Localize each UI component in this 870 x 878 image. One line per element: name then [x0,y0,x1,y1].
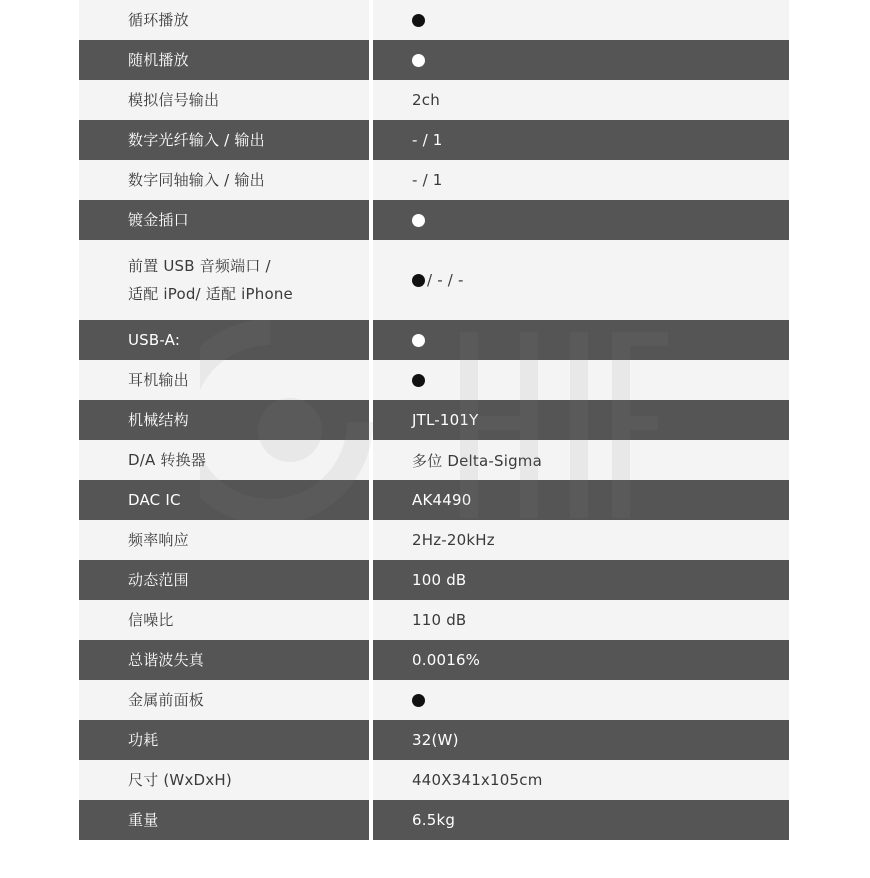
spec-value: 100 dB [373,560,789,600]
spec-value [373,0,789,40]
spec-value: JTL-101Y [373,400,789,440]
spec-value: 6.5kg [373,800,789,840]
spec-row [79,760,789,800]
spec-value: 32(W) [373,720,789,760]
spec-row [79,160,789,200]
spec-value: 110 dB [373,600,789,640]
spec-row [79,440,789,480]
spec-label: 模拟信号输出 [79,80,369,120]
spec-label: 镀金插口 [79,200,369,240]
spec-row [79,200,789,240]
spec-value: / - / - [373,240,789,320]
spec-label: 信噪比 [79,600,369,640]
spec-label: 总谐波失真 [79,640,369,680]
spec-row [79,600,789,640]
spec-row [79,120,789,160]
bullet-dot-icon [412,14,425,27]
spec-label: 随机播放 [79,40,369,80]
spec-row [79,40,789,80]
bullet-dot-icon [412,274,425,287]
spec-label: D/A 转换器 [79,440,369,480]
spec-value: 0.0016% [373,640,789,680]
spec-label: 循环播放 [79,0,369,40]
bullet-dot-icon [412,334,425,347]
spec-label: 数字同轴输入 / 输出 [79,160,369,200]
spec-value [373,200,789,240]
spec-label: 机械结构 [79,400,369,440]
bullet-dot-icon [412,214,425,227]
spec-value: - / 1 [373,120,789,160]
spec-row [79,240,789,320]
spec-label: 金属前面板 [79,680,369,720]
spec-label: 尺寸 (WxDxH) [79,760,369,800]
spec-row [79,320,789,360]
spec-value: AK4490 [373,480,789,520]
spec-row [79,0,789,40]
spec-value [373,320,789,360]
spec-row [79,520,789,560]
spec-row [79,480,789,520]
spec-row [79,560,789,600]
spec-row [79,360,789,400]
spec-row [79,640,789,680]
spec-value [373,360,789,400]
spec-row [79,800,789,840]
spec-label: 功耗 [79,720,369,760]
spec-label: 前置 USB 音频端口 / 适配 iPod/ 适配 iPhone [79,240,369,320]
spec-label: 频率响应 [79,520,369,560]
spec-label: DAC IC [79,480,369,520]
spec-label: 数字光纤输入 / 输出 [79,120,369,160]
spec-row [79,80,789,120]
spec-value: 2Hz-20kHz [373,520,789,560]
spec-row [79,400,789,440]
spec-label: 重量 [79,800,369,840]
spec-value: 多位 Delta-Sigma [373,440,789,480]
spec-table [79,0,789,840]
bullet-dot-icon [412,374,425,387]
spec-label: 耳机输出 [79,360,369,400]
bullet-dot-icon [412,694,425,707]
spec-value [373,680,789,720]
bullet-dot-icon [412,54,425,67]
spec-value: - / 1 [373,160,789,200]
spec-label: 动态范围 [79,560,369,600]
spec-value [373,40,789,80]
spec-row [79,680,789,720]
spec-label: USB-A: [79,320,369,360]
spec-value: 2ch [373,80,789,120]
spec-row [79,720,789,760]
spec-value: 440X341x105cm [373,760,789,800]
